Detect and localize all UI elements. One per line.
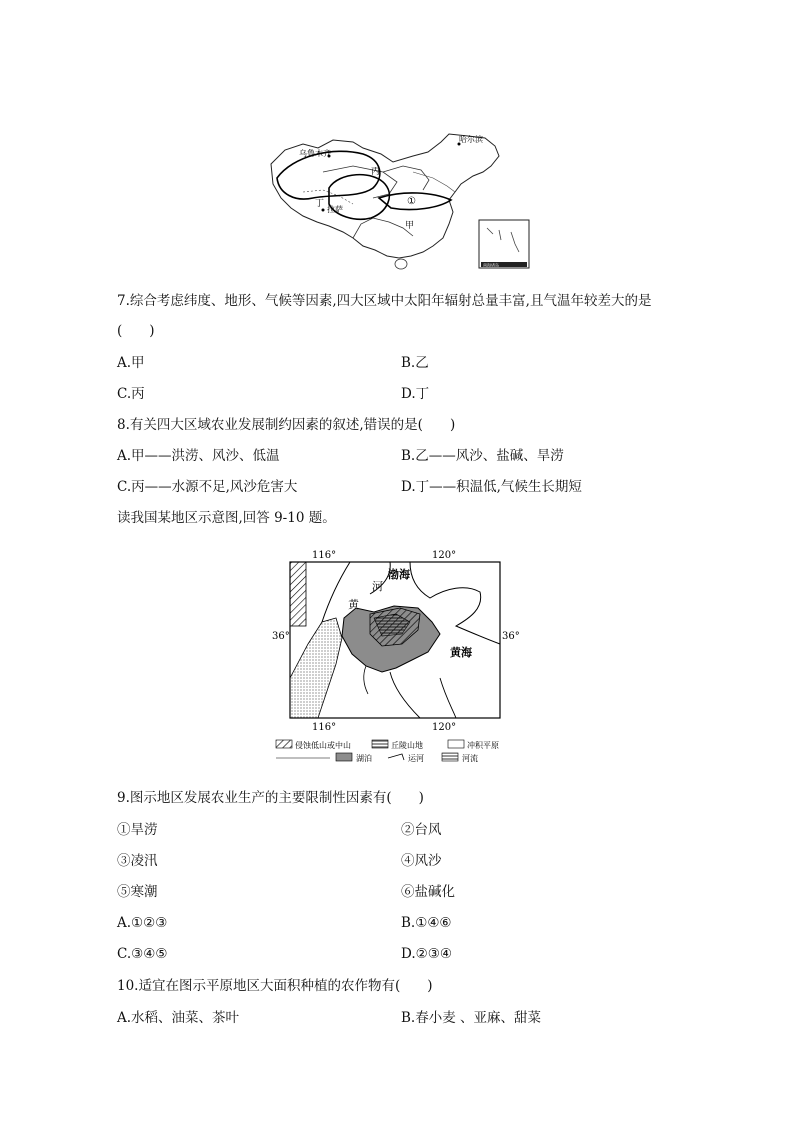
regional-map: [270, 548, 530, 766]
south-sea-inset: [479, 220, 529, 268]
china-region-map: [263, 132, 533, 272]
q7-paren: ( ): [117, 323, 155, 339]
label-ding: 丁: [315, 199, 325, 209]
q7-option-c[interactable]: C.丙: [117, 386, 145, 402]
q9-item-6: ⑥盐碱化: [401, 884, 455, 900]
q9-option-d[interactable]: D.②③④: [401, 946, 452, 962]
label-jia: 甲: [405, 221, 415, 231]
lat-36-left: 36°: [272, 631, 290, 642]
legend-canal: 运河: [408, 754, 424, 763]
label-bohai: 渤海: [388, 568, 410, 581]
legend-river: 河流: [462, 754, 478, 763]
label-circle1: ①: [407, 196, 416, 207]
q9-item-4: ④风沙: [401, 853, 442, 869]
q9-option-c[interactable]: C.③④⑤: [117, 946, 168, 962]
q7-option-b[interactable]: B.乙: [401, 355, 429, 371]
legend-eroded: 侵蚀低山或中山: [295, 741, 351, 750]
q10-option-a[interactable]: A.水稻、油菜、茶叶: [117, 1010, 240, 1026]
q8-stem: 8.有关四大区域农业发展制约因素的叙述,错误的是( ): [117, 417, 456, 433]
legend-lake: 湖泊: [356, 754, 372, 763]
q7-stem: 7.综合考虑纬度、地形、气候等因素,四大区域中太阳年辐射总量丰富,且气温年较差大的是: [117, 293, 652, 309]
label-bing: 丙: [371, 167, 381, 177]
q9-item-1: ①旱涝: [117, 822, 158, 838]
q9-item-3: ③凌汛: [117, 853, 158, 869]
q8-option-c[interactable]: C.丙——水源不足,风沙危害大: [117, 479, 298, 495]
lon-116-bottom: 116°: [312, 722, 337, 733]
q9-item-2: ②台风: [401, 822, 442, 838]
inset-label: 南海诸岛: [483, 262, 499, 268]
label-lhasa: 拉萨: [327, 205, 343, 214]
q9-stem: 9.图示地区发展农业生产的主要限制性因素有( ): [117, 790, 424, 806]
lon-120-bottom: 120°: [432, 722, 457, 733]
q9-option-a[interactable]: A.①②③: [117, 915, 168, 931]
q8-option-a[interactable]: A.甲——洪涝、风沙、低温: [117, 448, 280, 464]
label-he: 河: [372, 580, 383, 593]
label-yellow-sea: 黄海: [450, 646, 472, 659]
q9-item-5: ⑤寒潮: [117, 884, 158, 900]
q7-option-a[interactable]: A.甲: [117, 355, 145, 371]
mountain-area-west: [290, 562, 306, 626]
legend-hills: 丘陵山地: [391, 741, 423, 750]
q10-option-b[interactable]: B.春小麦 、亚麻、甜菜: [401, 1010, 542, 1026]
q7-option-d[interactable]: D.丁: [401, 386, 430, 402]
q9-option-b[interactable]: B.①④⑥: [401, 915, 452, 931]
q8-option-b[interactable]: B.乙——风沙、盐碱、旱涝: [401, 448, 564, 464]
map-legend: [276, 740, 499, 763]
label-urumqi: 乌鲁木齐: [299, 149, 331, 158]
lon-120-top: 120°: [432, 550, 457, 561]
legend-plain: 冲积平原: [467, 741, 499, 750]
intro-text: 读我国某地区示意图,回答 9-10 题。: [117, 510, 336, 526]
lon-116-top: 116°: [312, 550, 337, 561]
label-huang: 黄: [348, 598, 359, 611]
q8-option-d[interactable]: D.丁——积温低,气候生长期短: [401, 479, 582, 495]
q10-stem: 10.适宜在图示平原地区大面积种植的农作物有( ): [117, 978, 433, 994]
lat-36-right: 36°: [502, 631, 520, 642]
label-harbin: 哈尔滨: [459, 135, 483, 144]
